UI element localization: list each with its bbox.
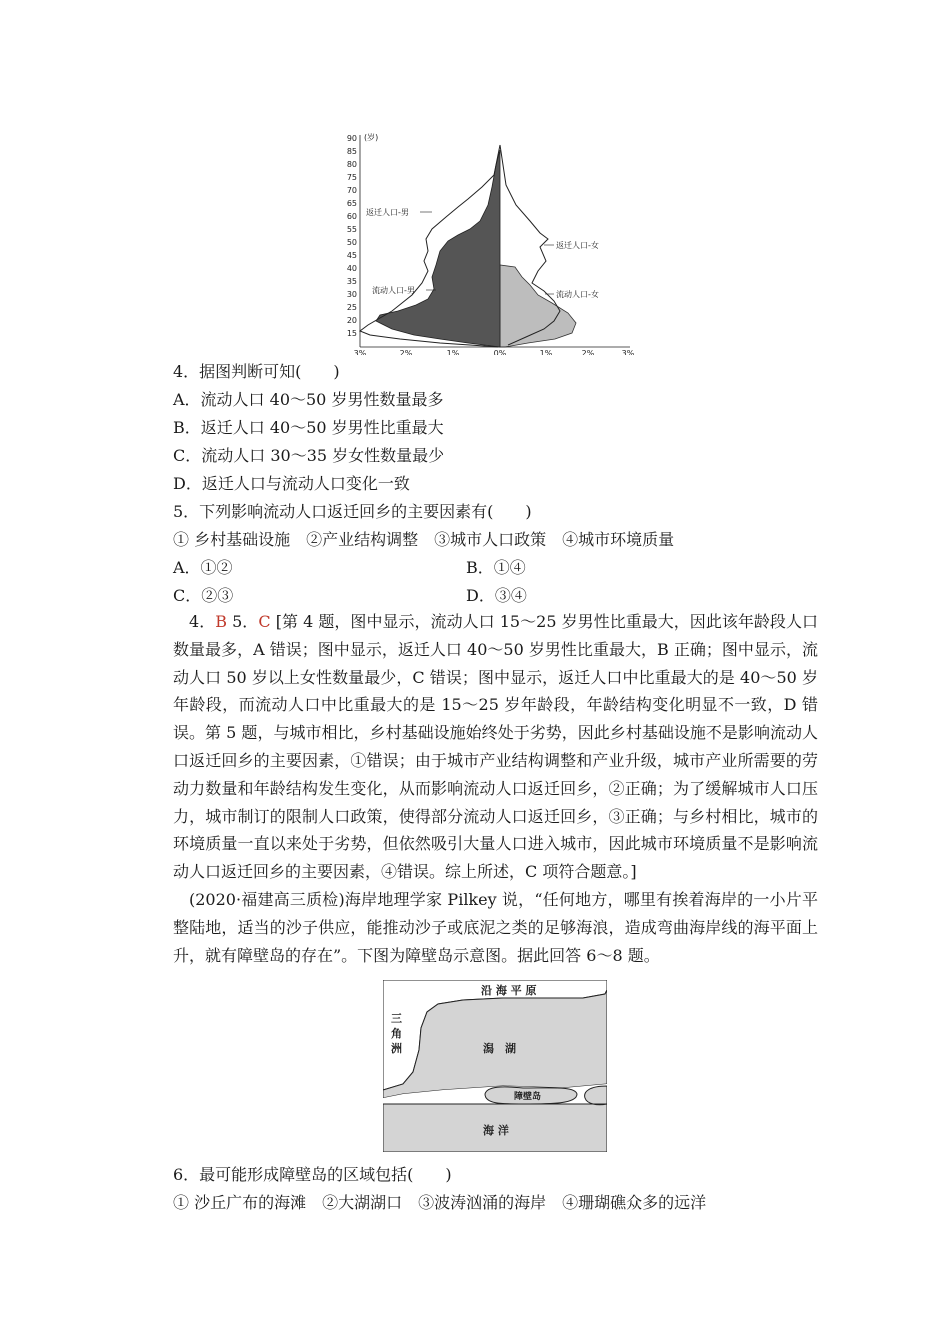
q5-factors: ① 乡村基础设施 ②产业结构调整 ③城市人口政策 ④城市环境质量 [173,530,675,549]
age-tick: 70 [346,186,357,195]
q4-option-b: B．返迁人口 40～50 岁男性比重最大 [173,418,444,437]
label-float-female: 流动人口-女 [556,290,599,299]
x-tick: 0% [493,349,507,355]
age-tick: 35 [346,277,357,286]
float-female-area [500,265,576,347]
age-tick: 15 [346,329,357,338]
q4-number: 4． [189,612,216,631]
label-float-male: 流动人口-男 [372,286,415,295]
q5-stem: 5．下列影响流动人口返迁回乡的主要因素有( ) [173,502,532,521]
answer-explanation [173,608,818,886]
label-ocean: 海 洋 [483,1124,509,1137]
age-tick: 80 [346,160,357,169]
x-tick-labels [354,349,635,355]
q6-options: ① 沙丘广布的海滩 ②大湖湖口 ③波涛汹涌的海岸 ④珊瑚礁众多的远洋 [173,1193,707,1212]
age-tick: 90 [346,134,357,143]
q4-option-d: D．返迁人口与流动人口变化一致 [173,474,410,493]
float-male-area [376,150,500,347]
q5-option-b: B．①④ [466,558,526,577]
age-tick: 30 [346,290,357,299]
x-tick: 2% [581,349,595,355]
label-return-female: 返迁人口-女 [556,241,599,250]
population-pyramid-chart [340,125,640,355]
q4-option-a: A．流动人口 40～50 岁男性数量最多 [173,390,444,409]
age-tick-labels [347,134,357,338]
age-unit: (岁) [364,133,379,142]
label-lagoon: 潟 湖 [483,1042,516,1055]
x-tick: 2% [399,349,413,355]
age-tick: 75 [346,173,357,182]
age-tick: 40 [346,264,357,273]
x-tick: 1% [539,349,553,355]
age-tick: 60 [346,212,357,221]
label-return-male: 返迁人口-男 [366,208,409,217]
age-tick: 25 [346,303,357,312]
label-barrier-island: 障壁岛 [514,1092,542,1102]
age-tick: 85 [346,147,357,156]
q6-stem: 6．最可能形成障壁岛的区域包括( ) [173,1165,452,1184]
age-tick: 65 [346,199,357,208]
explanation-text: [第 4 题，图中显示，流动人口 15～25 岁男性比重最大，因此该年龄段人口数量最多，A 错误；图中显示，返迁人口 40～50 岁男性比重最大，B 正确；图中显示，流动人口 50 岁以上女性数量最少，C 错误；图中显示，返迁人口中比重最大的是 40～50 岁年龄段，而流动人口中比重最大的是 15～25 岁年龄段，年龄结构变化明显不一致，D 错误。第 5 题，与城市相比，乡村基础设施始终处于劣势，因此乡村基础设施不是影响流动人口返迁回乡的主要因素，①错误；由于城市产业结构调整和产业升级，城市产业所需要的劳动力数量和年龄结构发生变化，从而影响流动人口返迁回乡，②正确；为了缓解城市人口压力，城市制订的限制人口政策，使得部分流动人口返迁回乡，③正确；与乡村相比，城市的环境质量一直以来处于劣势，但依然吸引大量人口进入城市，因此城市环境质量不是影响流动人口返迁回乡的主要因素，④错误。综上所述，C 项符合题意。] [173,612,818,882]
q5-option-a: A．①② [173,558,233,577]
q4-stem: 4．据图判断可知( ) [173,362,340,381]
label-delta: 三 角 洲 [391,1012,402,1055]
label-coastal-plain: 沿 海 平 原 [481,984,537,997]
x-tick: 3% [621,349,635,355]
barrier-island-map [383,980,607,1152]
age-tick: 45 [346,251,357,260]
q5-number: 5． [232,612,259,631]
q4-answer: B [215,612,227,631]
age-tick: 55 [346,225,357,234]
q5-option-c: C．②③ [173,586,234,605]
x-tick: 3% [353,349,367,355]
intro-paragraph: (2020·福建高三质检)海岸地理学家 Pilkey 说，“任何地方，哪里有挨着海岸的一小片平整陆地，适当的沙子供应，能推动沙子或底泥之类的足够海浪，造成弯曲海岸线的海平面上升，就有障壁岛的存在”。下图为障壁岛示意图。据此回答 6～8 题。 [173,890,818,965]
age-tick: 50 [346,238,357,247]
x-tick: 1% [446,349,460,355]
q4-option-c: C．流动人口 30～35 岁女性数量最少 [173,446,445,465]
age-tick: 20 [346,316,357,325]
q5-option-d: D．③④ [466,586,527,605]
q5-answer: C [258,612,271,631]
